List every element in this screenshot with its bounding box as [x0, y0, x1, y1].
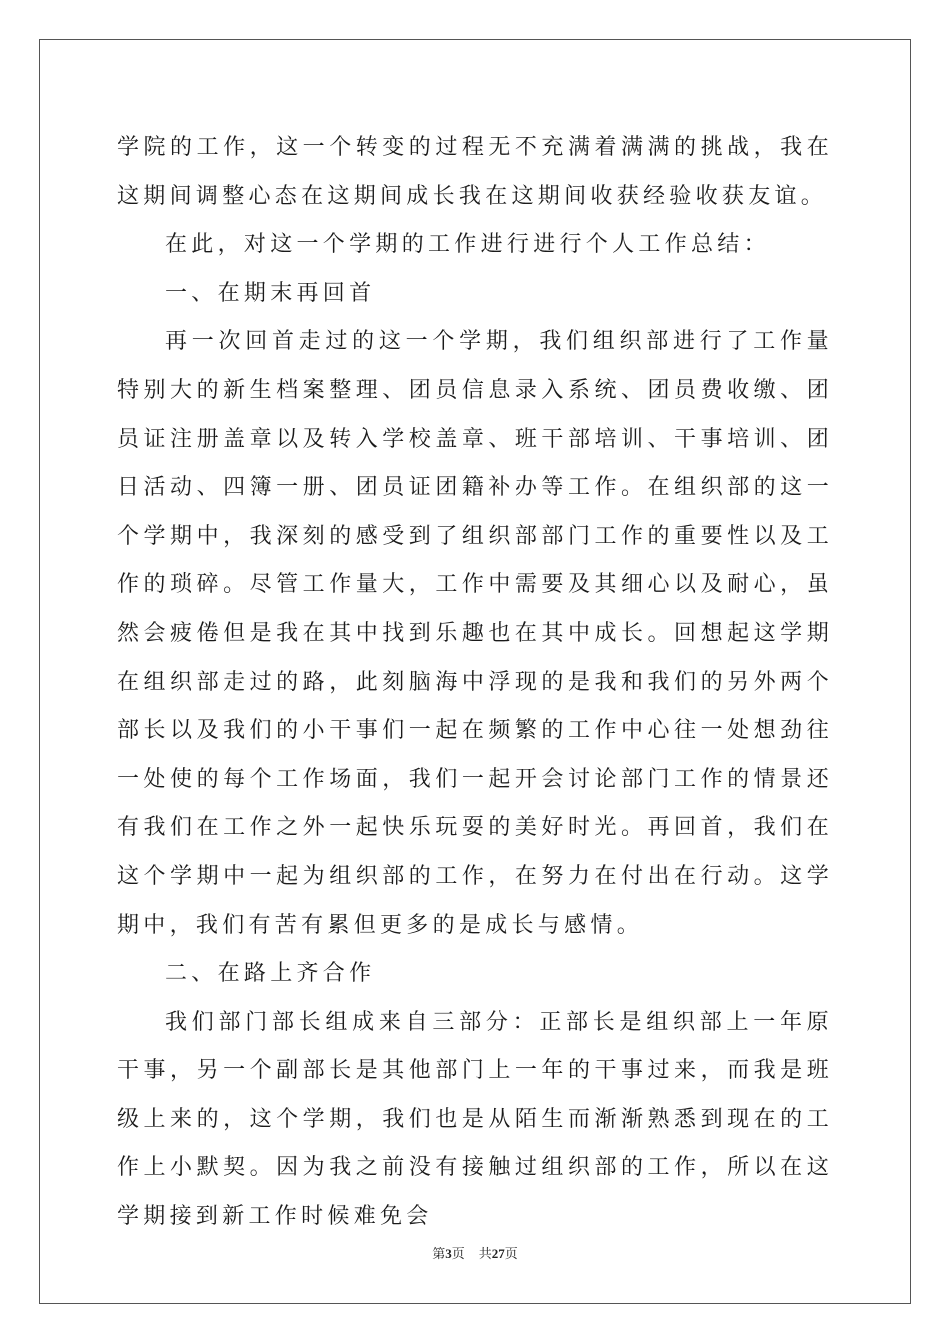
page-footer	[0, 1243, 950, 1262]
page-current: 3	[445, 1246, 452, 1261]
page-prefix: 第	[432, 1246, 446, 1261]
section-heading-2: 二、在路上齐合作	[165, 961, 376, 987]
page-total: 27	[491, 1246, 505, 1261]
document-body	[117, 124, 833, 1242]
page-unit: 页	[451, 1246, 465, 1261]
paragraph-continuation: 学院的工作，这一个转变的过程无不充满着满满的挑战，我在这期间调整心态在这期间成长我在这期间收获经验收获友谊。	[117, 135, 833, 209]
section-heading-1: 一、在期末再回首	[165, 280, 376, 306]
paragraph-intro: 在此，对这一个学期的工作进行进行个人工作总结：	[165, 232, 770, 258]
total-prefix: 共	[478, 1246, 492, 1261]
paragraph-section-1: 再一次回首走过的这一个学期，我们组织部进行了工作量特别大的新生档案整理、团员信息录入系统、团员费收缴、团员证注册盖章以及转入学校盖章、班干部培训、干事培训、团日活动、四簿一册、团员证团籍补办等工作。在组织部的这一个学期中，我深刻的感受到了组织部部门工作的重要性以及工作的琐碎。尽管工作量大，工作中需要及其细心以及耐心，虽然会疲倦但是我在其中找到乐趣也在其中成长。回想起这学期在组织部走过的路，此刻脑海中浮现的是我和我们的另外两个部长以及我们的小干事们一起在频繁的工作中心往一处想劲往一处使的每个工作场面，我们一起开会讨论部门工作的情景还有我们在工作之外一起快乐玩耍的美好时光。再回首，我们在这个学期中一起为组织部的工作，在努力在付出在行动。这学期中，我们有苦有累但更多的是成长与感情。	[117, 329, 833, 938]
paragraph-section-2: 我们部门部长组成来自三部分：正部长是组织部上一年原干事，另一个副部长是其他部门上一年的干事过来，而我是班级上来的，这个学期，我们也是从陌生而渐渐熟悉到现在的工作上小默契。因为我之前没有接触过组织部的工作，所以在这学期接到新工作时候难免会	[117, 1009, 833, 1230]
total-unit: 页	[504, 1246, 518, 1261]
